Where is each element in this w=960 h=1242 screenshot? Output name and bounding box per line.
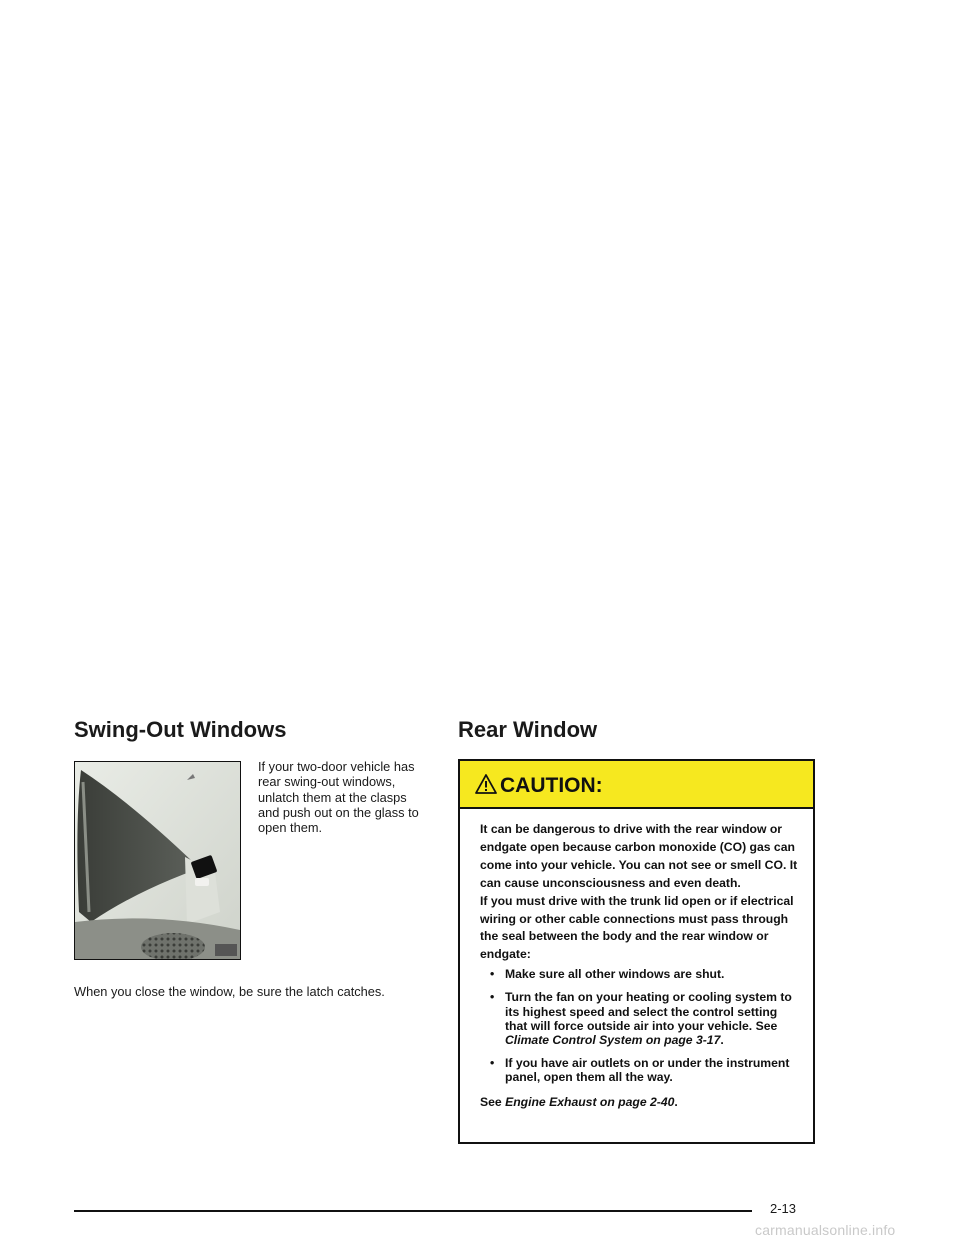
caution-list-item: • Make sure all other windows are shut. bbox=[486, 967, 800, 981]
caution-paragraph: It can be dangerous to drive with the rear window or endgate open because carbon monoxide (CO) gas can come into your vehicle. You can not see or smell CO. It can cause unconsciousness and even death. bbox=[480, 822, 798, 890]
caution-box bbox=[458, 759, 815, 1144]
footer-rule bbox=[74, 1210, 752, 1212]
caution-title: CAUTION: bbox=[500, 774, 603, 797]
see-reference-line: See Engine Exhaust on page 2-40. bbox=[480, 1094, 678, 1109]
page-number: 2-13 bbox=[770, 1201, 797, 1216]
cross-reference: Engine Exhaust on page 2-40 bbox=[505, 1094, 675, 1109]
caution-list bbox=[480, 967, 800, 1084]
caution-body bbox=[480, 821, 800, 1112]
section-title-rear-window: Rear Window bbox=[458, 717, 598, 742]
caution-list-item: • Turn the fan on your heating or cooling system to its highest speed and select the control setting that will force outside air into your vehicle. See Climate Control System on page 3-17. bbox=[486, 990, 800, 1047]
caution-paragraph: If you must drive with the trunk lid open or if electrical wiring or other cable connections must pass through the seal between the body and the rear window or endgate: bbox=[480, 893, 794, 962]
warning-triangle-icon bbox=[475, 773, 497, 800]
caution-list-item: • If you have air outlets on or under the instrument panel, open them all the way. bbox=[486, 1056, 800, 1084]
cross-reference: Climate Control System on page 3-17 bbox=[505, 1033, 721, 1048]
swing-out-instructions: If your two-door vehicle has rear swing-out windows, unlatch them at the clasps and push out on the glass to open them. bbox=[258, 759, 419, 836]
watermark: carmanualsonline.info bbox=[755, 1222, 896, 1238]
swing-out-window-photo bbox=[74, 761, 241, 960]
caution-header bbox=[460, 761, 813, 809]
close-window-note: When you close the window, be sure the latch catches. bbox=[74, 984, 385, 999]
section-title-swing-out-windows: Swing-Out Windows bbox=[74, 717, 287, 742]
